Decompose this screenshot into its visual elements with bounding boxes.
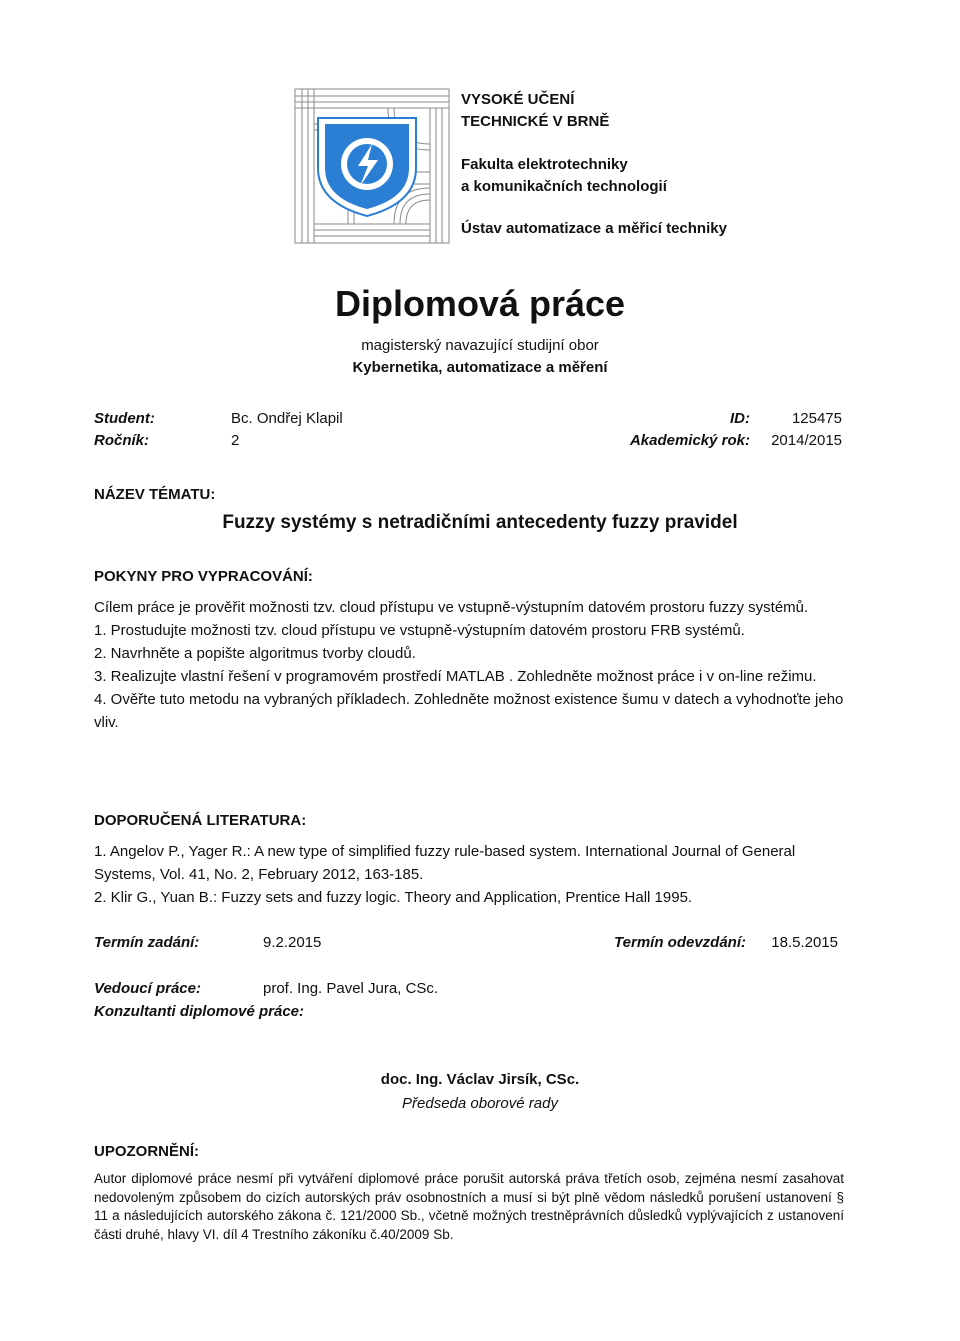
vut-shield-logo <box>294 88 450 244</box>
student-value: Bc. Ondřej Klapil <box>231 410 343 427</box>
year-label: Ročník: <box>94 432 150 449</box>
study-field: Kybernetika, automatizace a měření <box>352 359 608 376</box>
notice-heading: UPOZORNĚNÍ: <box>94 1143 199 1160</box>
id-value: 125475 <box>791 410 842 427</box>
notice-text: Autor diplomové práce nesmí při vytváření diplomové práce porušit autorská práva třetích osob, zejména nesmí zasahovat nedovoleným způsobem do cizích autorských práv osobnostních a musí si být plně vědom následků porušení ustanovení § 11 a následujících autorského zákona č. 121/2000 Sb., včetně možných trestněprávních důsledků vyplývajících z ustanovení části druhé, hlavy VI. díl 4 Trestního zákoníku č.40/2009 Sb. <box>94 1171 844 1242</box>
submission-date-label: Termín odevzdání: <box>614 934 746 951</box>
literature-heading: DOPORUČENÁ LITERATURA: <box>94 812 307 829</box>
study-program: magisterský navazující studijní obor <box>361 337 599 354</box>
submission-date-value: 18.5.2015 <box>771 934 838 951</box>
academic-year-value: 2014/2015 <box>771 432 842 449</box>
university-name <box>461 89 609 133</box>
topic-title: Fuzzy systémy s netradičními antecedenty fuzzy pravidel <box>222 512 738 533</box>
logo-graphic <box>294 88 450 244</box>
literature-item: 2. Klir G., Yuan B.: Fuzzy sets and fuzzy logic. Theory and Application, Prentice Hall 1995. <box>94 889 693 906</box>
department-name: Ústav automatizace a měřicí techniky <box>461 220 727 237</box>
faculty-line-1: Fakulta elektrotechniky <box>461 156 628 173</box>
year-value: 2 <box>231 432 240 449</box>
instructions-text <box>94 596 844 734</box>
assigned-date-label: Termín zadání: <box>94 934 200 951</box>
literature-item: 1. Angelov P., Yager R.: A new type of simplified fuzzy rule-based system. International Journal of General Systems, Vol. 41, No. 2, February 2012, 163-185. <box>94 843 796 883</box>
supervisor-label: Vedoucí práce: <box>94 980 201 997</box>
instruction-line: 4. Ověřte tuto metodu na vybraných příkladech. Zohledněte možnost existence šumu v datech a vyhodnoťte jeho vliv. <box>94 691 844 731</box>
signature-name: doc. Ing. Václav Jirsík, CSc. <box>380 1071 580 1088</box>
instruction-line: Cílem práce je prověřit možnosti tzv. cloud přístupu ve vstupně-výstupním datovém prostoru fuzzy systémů. <box>94 599 809 616</box>
university-line-2: TECHNICKÉ V BRNĚ <box>461 113 610 130</box>
id-label: ID: <box>730 410 750 427</box>
literature-list <box>94 840 844 909</box>
topic-heading: NÁZEV TÉMATU: <box>94 486 216 503</box>
supervisor-value: prof. Ing. Pavel Jura, CSc. <box>263 980 439 997</box>
university-line-1: VYSOKÉ UČENÍ <box>461 91 575 108</box>
academic-year-label: Akademický rok: <box>629 432 750 449</box>
document-title: Diplomová práce <box>334 283 626 324</box>
consultants-label: Konzultanti diplomové práce: <box>94 1003 305 1020</box>
instruction-line: 3. Realizujte vlastní řešení v programovém prostředí MATLAB . Zohledněte možnost práce i v on-line režimu. <box>94 668 817 685</box>
instructions-heading: POKYNY PRO VYPRACOVÁNÍ: <box>94 568 313 585</box>
signature-role: Předseda oborové rady <box>402 1095 558 1112</box>
instruction-line: 2. Navrhněte a popište algoritmus tvorby cloudů. <box>94 645 416 662</box>
faculty-line-2: a komunikačních technologií <box>461 178 667 195</box>
instruction-line: 1. Prostudujte možnosti tzv. cloud přístupu ve vstupně-výstupním datovém prostoru FRB systémů. <box>94 622 745 639</box>
faculty-name <box>461 154 667 198</box>
assigned-date-value: 9.2.2015 <box>263 934 322 951</box>
student-label: Student: <box>94 410 155 427</box>
